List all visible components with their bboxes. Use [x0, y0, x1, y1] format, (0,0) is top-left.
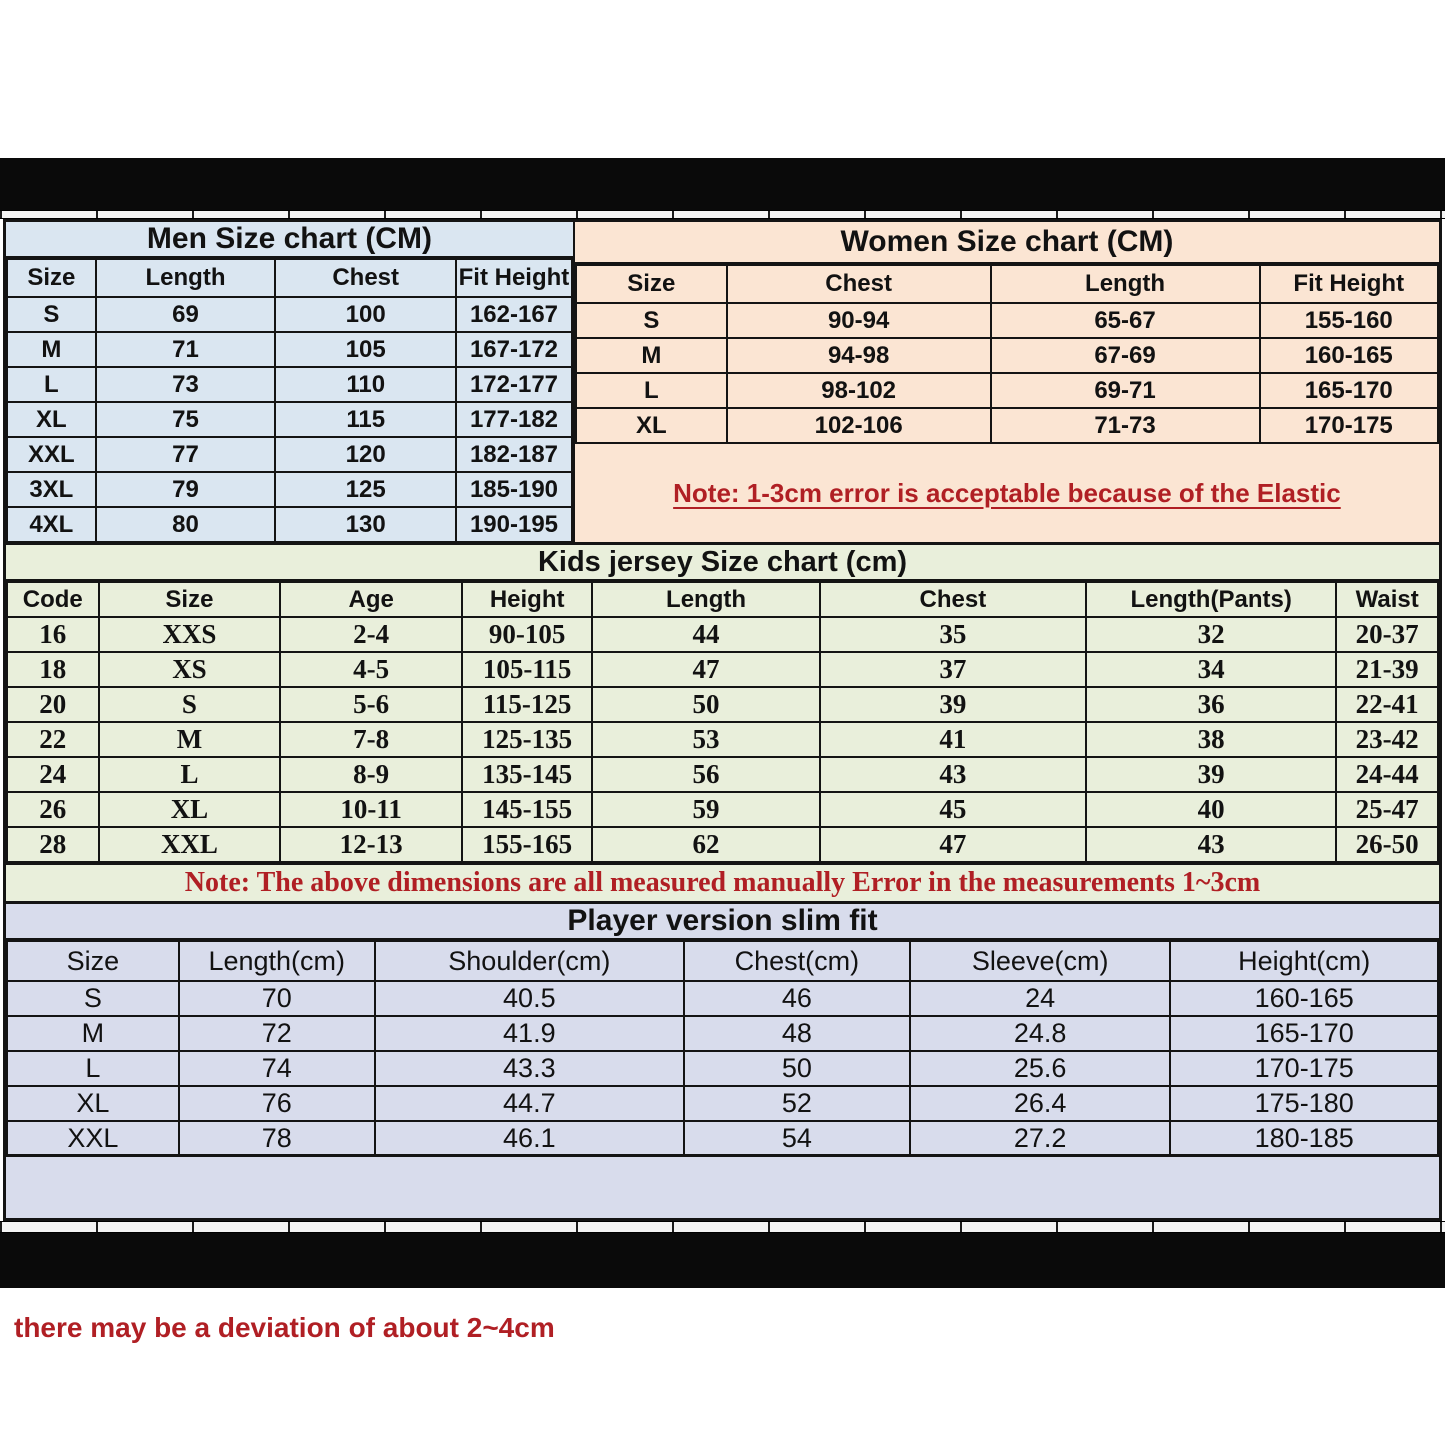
table-row [7, 297, 572, 332]
table-row [7, 472, 572, 507]
table-cell: 43.3 [375, 1051, 684, 1086]
player-version-panel [6, 904, 1439, 1156]
table-cell: XS [99, 652, 281, 687]
table-cell: XL [576, 408, 727, 443]
table-cell: 167-172 [456, 332, 572, 367]
table-cell: 25-47 [1336, 792, 1438, 827]
table-cell: 12-13 [280, 827, 462, 862]
table-row [576, 408, 1438, 443]
table-cell: 50 [684, 1051, 910, 1086]
table-cell: 160-165 [1260, 338, 1438, 373]
table-cell: 90-94 [727, 303, 991, 338]
table-cell: 39 [1086, 757, 1336, 792]
table-row [7, 507, 572, 542]
table-row [7, 1086, 1438, 1121]
table-cell: XXL [7, 437, 96, 472]
table-row [7, 402, 572, 437]
table-cell: 69 [96, 297, 276, 332]
table-row [7, 757, 1438, 792]
column-header: Fit Height [1260, 265, 1438, 303]
table-cell: XXL [7, 1121, 179, 1156]
table-cell: 98-102 [727, 373, 991, 408]
table-cell: 120 [275, 437, 456, 472]
table-cell: 165-170 [1260, 373, 1438, 408]
table-cell: L [7, 1051, 179, 1086]
table-cell: 170-175 [1260, 408, 1438, 443]
bottom-black-band [0, 1233, 1445, 1288]
table-cell: 47 [592, 652, 820, 687]
table-cell: 155-160 [1260, 303, 1438, 338]
table-row [7, 367, 572, 402]
table-cell: 22 [7, 722, 99, 757]
column-header: Code [7, 582, 99, 617]
table-cell: 71-73 [991, 408, 1260, 443]
table-cell: 56 [592, 757, 820, 792]
table-cell: 7-8 [280, 722, 462, 757]
table-cell: 21-39 [1336, 652, 1438, 687]
table-cell: 165-170 [1170, 1016, 1438, 1051]
table-cell: 175-180 [1170, 1086, 1438, 1121]
table-cell: XL [7, 1086, 179, 1121]
table-cell: 26.4 [910, 1086, 1170, 1121]
table-cell: M [99, 722, 281, 757]
table-cell: 80 [96, 507, 276, 542]
table-cell: 130 [275, 507, 456, 542]
table-cell: 24 [7, 757, 99, 792]
table-cell: 77 [96, 437, 276, 472]
column-header: Height [462, 582, 592, 617]
table-row [7, 617, 1438, 652]
table-cell: L [7, 367, 96, 402]
table-row [576, 303, 1438, 338]
table-cell: 4-5 [280, 652, 462, 687]
table-row [7, 1016, 1438, 1051]
spreadsheet-partial-row-top [0, 210, 1445, 219]
table-cell: 54 [684, 1121, 910, 1156]
table-row [7, 827, 1438, 862]
column-header: Chest [820, 582, 1086, 617]
table-cell: 5-6 [280, 687, 462, 722]
table-cell: 160-165 [1170, 981, 1438, 1016]
men-size-table [6, 258, 573, 543]
table-cell: 125 [275, 472, 456, 507]
table-cell: 40 [1086, 792, 1336, 827]
table-row [7, 722, 1438, 757]
manual-measurement-note: Note: The above dimensions are all measured manually Error in the measurements 1~3cm [6, 863, 1439, 901]
table-cell: L [99, 757, 281, 792]
column-header: Length(cm) [179, 941, 375, 981]
disclaimer-line-2: there may be a deviation of about 2~4cm [14, 1311, 555, 1343]
header-row [7, 582, 1438, 617]
table-cell: 4XL [7, 507, 96, 542]
column-header: Chest(cm) [684, 941, 910, 981]
table-cell: 26-50 [1336, 827, 1438, 862]
kids-size-chart-panel [6, 545, 1439, 904]
table-cell: 145-155 [462, 792, 592, 827]
table-cell: 16 [7, 617, 99, 652]
header-row [7, 941, 1438, 981]
table-cell: 41 [820, 722, 1086, 757]
column-header: Length [991, 265, 1260, 303]
table-cell: 32 [1086, 617, 1336, 652]
table-row [7, 332, 572, 367]
table-cell: 73 [96, 367, 276, 402]
kids-chart-title: Kids jersey Size chart (cm) [6, 545, 1439, 581]
table-cell: S [576, 303, 727, 338]
table-cell: 76 [179, 1086, 375, 1121]
table-cell: 182-187 [456, 437, 572, 472]
column-header: Waist [1336, 582, 1438, 617]
column-header: Fit Height [456, 259, 572, 297]
table-cell: 155-165 [462, 827, 592, 862]
table-cell: 105-115 [462, 652, 592, 687]
table-cell: 10-11 [280, 792, 462, 827]
table-cell: 67-69 [991, 338, 1260, 373]
table-cell: M [7, 1016, 179, 1051]
table-cell: 70 [179, 981, 375, 1016]
table-row [7, 437, 572, 472]
table-row [576, 373, 1438, 408]
table-cell: 72 [179, 1016, 375, 1051]
player-size-table [6, 940, 1439, 1157]
table-cell: S [7, 981, 179, 1016]
table-cell: 102-106 [727, 408, 991, 443]
men-size-chart-panel [6, 222, 575, 542]
table-cell: 37 [820, 652, 1086, 687]
table-cell: 90-105 [462, 617, 592, 652]
table-cell: 125-135 [462, 722, 592, 757]
table-cell: 28 [7, 827, 99, 862]
table-cell: 40.5 [375, 981, 684, 1016]
table-cell: 105 [275, 332, 456, 367]
table-cell: 34 [1086, 652, 1336, 687]
table-cell: 25.6 [910, 1051, 1170, 1086]
column-header: Length [96, 259, 276, 297]
table-cell: 65-67 [991, 303, 1260, 338]
column-header: Chest [727, 265, 991, 303]
table-cell: S [99, 687, 281, 722]
table-cell: 52 [684, 1086, 910, 1121]
table-cell: 190-195 [456, 507, 572, 542]
table-cell: 46 [684, 981, 910, 1016]
table-cell: 24.8 [910, 1016, 1170, 1051]
column-header: Height(cm) [1170, 941, 1438, 981]
table-cell: 162-167 [456, 297, 572, 332]
table-cell: 26 [7, 792, 99, 827]
table-cell: 20 [7, 687, 99, 722]
table-cell: L [576, 373, 727, 408]
table-cell: 115 [275, 402, 456, 437]
table-cell: 38 [1086, 722, 1336, 757]
table-cell: 170-175 [1170, 1051, 1438, 1086]
table-row [7, 687, 1438, 722]
table-cell: 94-98 [727, 338, 991, 373]
table-cell: 69-71 [991, 373, 1260, 408]
column-header: Length(Pants) [1086, 582, 1336, 617]
table-cell: 27.2 [910, 1121, 1170, 1156]
table-cell: 22-41 [1336, 687, 1438, 722]
column-header: Chest [275, 259, 456, 297]
table-cell: 39 [820, 687, 1086, 722]
table-cell: 180-185 [1170, 1121, 1438, 1156]
table-cell: 43 [1086, 827, 1336, 862]
table-row [576, 338, 1438, 373]
table-cell: M [576, 338, 727, 373]
men-chart-title: Men Size chart (CM) [6, 222, 573, 258]
women-size-chart-panel [575, 222, 1439, 542]
table-row [7, 652, 1438, 687]
table-cell: 44 [592, 617, 820, 652]
table-cell: 41.9 [375, 1016, 684, 1051]
table-cell: 2-4 [280, 617, 462, 652]
table-cell: 74 [179, 1051, 375, 1086]
table-row [7, 981, 1438, 1016]
table-cell: XXL [99, 827, 281, 862]
elastic-error-note: Note: 1-3cm error is acceptable because of the Elastic [673, 477, 1341, 508]
table-row [7, 792, 1438, 827]
table-row [7, 1121, 1438, 1156]
table-row [7, 1051, 1438, 1086]
table-cell: 100 [275, 297, 456, 332]
column-header: Sleeve(cm) [910, 941, 1170, 981]
table-cell: 177-182 [456, 402, 572, 437]
table-cell: 23-42 [1336, 722, 1438, 757]
table-cell: XL [7, 402, 96, 437]
column-header: Size [7, 941, 179, 981]
table-cell: 78 [179, 1121, 375, 1156]
table-cell: 59 [592, 792, 820, 827]
table-cell: 24 [910, 981, 1170, 1016]
table-cell: 185-190 [456, 472, 572, 507]
column-header: Length [592, 582, 820, 617]
table-cell: 36 [1086, 687, 1336, 722]
size-chart-tables [3, 219, 1442, 1343]
header-row [7, 259, 572, 297]
women-size-table [575, 264, 1439, 444]
adult-size-charts [6, 222, 1439, 545]
table-cell: 115-125 [462, 687, 592, 722]
table-cell: 35 [820, 617, 1086, 652]
table-cell: 110 [275, 367, 456, 402]
table-cell: 71 [96, 332, 276, 367]
header-row [576, 265, 1438, 303]
column-header: Size [99, 582, 281, 617]
column-header: Age [280, 582, 462, 617]
player-chart-title: Player version slim fit [6, 904, 1439, 940]
table-cell: 24-44 [1336, 757, 1438, 792]
table-cell: 8-9 [280, 757, 462, 792]
table-cell: 79 [96, 472, 276, 507]
reference-disclaimer-note [6, 1156, 1439, 1343]
spreadsheet-partial-row-bottom [0, 1221, 1445, 1233]
table-cell: 48 [684, 1016, 910, 1051]
table-cell: 18 [7, 652, 99, 687]
table-cell: 50 [592, 687, 820, 722]
table-cell: M [7, 332, 96, 367]
table-cell: 75 [96, 402, 276, 437]
table-cell: 62 [592, 827, 820, 862]
column-header: Size [7, 259, 96, 297]
table-cell: 3XL [7, 472, 96, 507]
table-cell: XL [99, 792, 281, 827]
table-cell: 135-145 [462, 757, 592, 792]
table-cell: S [7, 297, 96, 332]
table-cell: 43 [820, 757, 1086, 792]
table-cell: 44.7 [375, 1086, 684, 1121]
table-cell: 45 [820, 792, 1086, 827]
table-cell: XXS [99, 617, 281, 652]
column-header: Shoulder(cm) [375, 941, 684, 981]
table-cell: 47 [820, 827, 1086, 862]
table-cell: 172-177 [456, 367, 572, 402]
kids-size-table [6, 581, 1439, 863]
column-header: Size [576, 265, 727, 303]
table-cell: 53 [592, 722, 820, 757]
top-black-band [0, 158, 1445, 210]
table-cell: 46.1 [375, 1121, 684, 1156]
women-chart-title: Women Size chart (CM) [575, 222, 1439, 264]
table-cell: 20-37 [1336, 617, 1438, 652]
